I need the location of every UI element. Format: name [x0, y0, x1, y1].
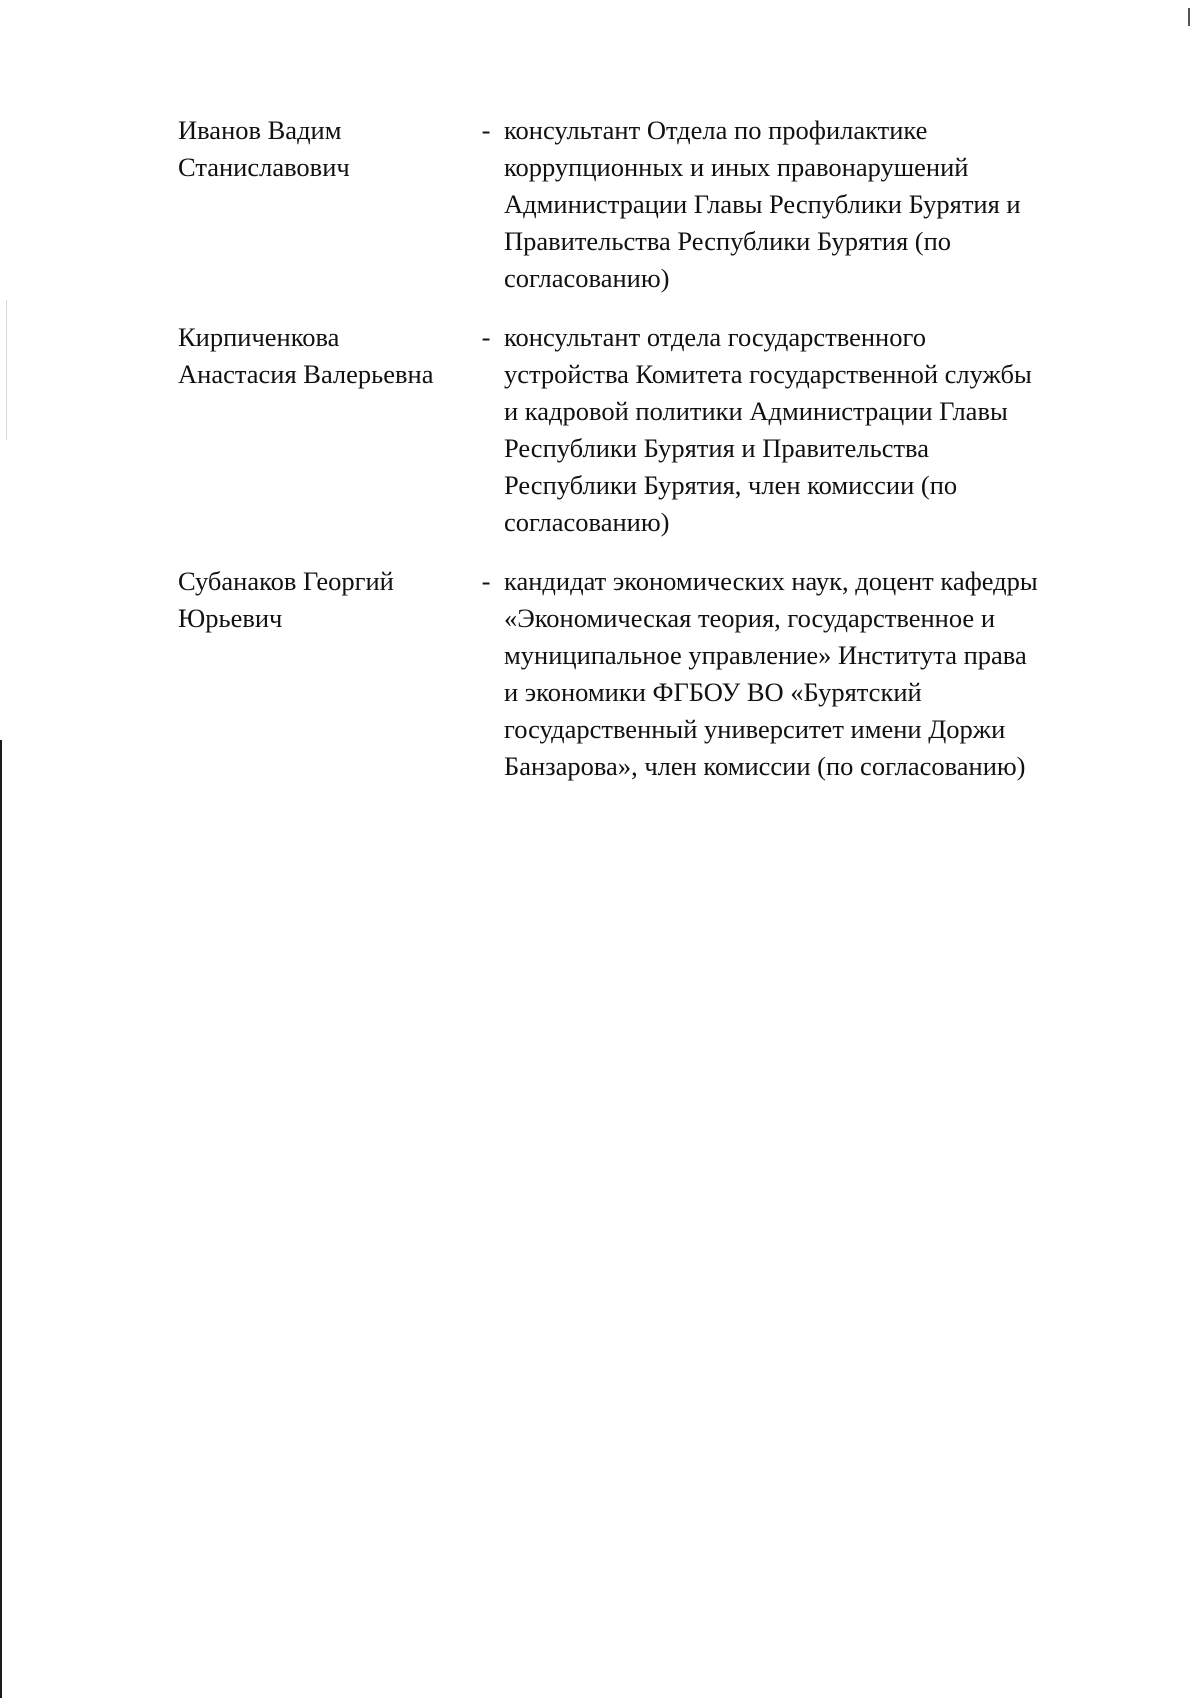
member-description-line: кандидат экономических наук, доцент кафедры [504, 566, 1038, 596]
member-name-line: Юрьевич [178, 603, 283, 633]
member-description-line: согласованию) [504, 507, 670, 537]
member-description-line: и кадровой политики Администрации Главы [504, 396, 1008, 426]
member-name-line: Станиславович [178, 152, 350, 182]
member-entry [178, 112, 1078, 297]
member-description-line: и экономики ФГБОУ ВО «Бурятский [504, 677, 922, 707]
member-name-line: Субанаков Георгий [178, 566, 394, 596]
member-description-line: Республики Бурятия, член комиссии (по [504, 470, 958, 500]
member-name [178, 563, 468, 637]
scan-edge-line [0, 740, 2, 1698]
member-description-line: устройства Комитета государственной службы [504, 359, 1032, 389]
member-description-line: «Экономическая теория, государственное и [504, 603, 996, 633]
member-description-line: Банзарова», член комиссии (по согласованию) [504, 751, 1026, 781]
member-name-line: Анастасия Валерьевна [178, 359, 434, 389]
member-entry [178, 563, 1078, 785]
member-description-line: государственный университет имени Доржи [504, 714, 1006, 744]
member-description [504, 319, 1076, 541]
member-description-line: согласованию) [504, 263, 670, 293]
member-name [178, 319, 468, 393]
scan-edge-faint-line [6, 300, 7, 440]
member-description-line: Республики Бурятия и Правительства [504, 433, 929, 463]
member-description-line: Правительства Республики Бурятия (по [504, 226, 952, 256]
member-dash: - [481, 115, 491, 145]
member-description [504, 112, 1076, 297]
member-dash: - [481, 322, 491, 352]
scan-edge-mark [1188, 8, 1190, 26]
member-name-line: Иванов Вадим [178, 115, 342, 145]
member-description-line: коррупционных и иных правонарушений [504, 152, 969, 182]
member-dash: - [481, 566, 491, 596]
member-description-line: консультант отдела государственного [504, 322, 926, 352]
member-entry [178, 319, 1078, 541]
member-name [178, 112, 468, 186]
member-description [504, 563, 1076, 785]
member-description-line: муниципальное управление» Института права [504, 640, 1027, 670]
member-description-line: Администрации Главы Республики Бурятия и [504, 189, 1021, 219]
commission-members-list [178, 112, 1078, 807]
member-name-line: Кирпиченкова [178, 322, 340, 352]
member-description-line: консультант Отдела по профилактике [504, 115, 928, 145]
